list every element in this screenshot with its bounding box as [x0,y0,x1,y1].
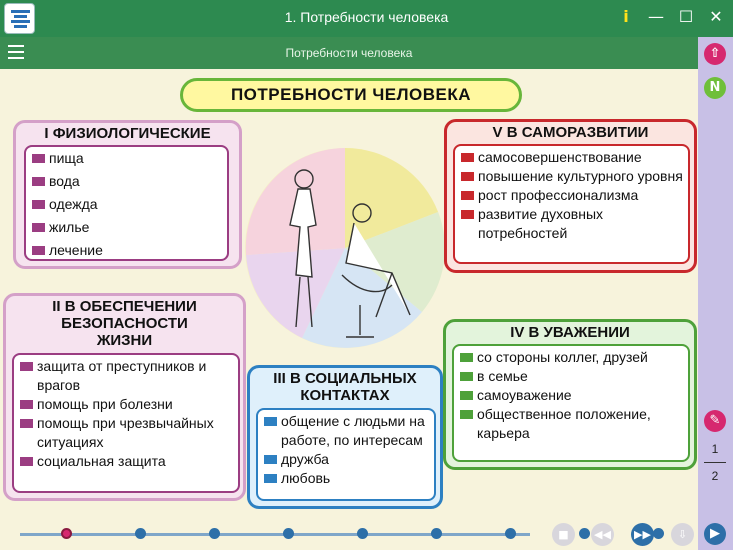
n-letter-icon[interactable]: N [704,77,726,99]
timeline-dot[interactable] [135,528,146,539]
slide-content [0,69,698,519]
page-title: ПОТРЕБНОСТИ ЧЕЛОВЕКА [180,78,522,112]
list-item: со стороны коллег, друзей [457,348,685,367]
bottom-navigation [0,519,698,550]
group-social [247,365,443,509]
group-social-list [256,408,436,501]
timeline-dot[interactable] [505,528,516,539]
needs-pie-illustration [242,145,448,351]
list-item: помощь при чрезвычайных ситуациях [17,414,235,452]
group-physiological-title: I ФИЗИОЛОГИЧЕСКИЕ [44,125,211,142]
list-item: одежда [29,195,224,214]
list-item: самоуважение [457,386,685,405]
timeline-dot[interactable] [579,528,590,539]
timeline-dot[interactable] [209,528,220,539]
info-button[interactable]: i [623,7,629,26]
list-item: пища [29,149,224,168]
list-item: рост профессионализма [458,186,685,205]
stop-icon[interactable]: ■ [552,523,575,546]
page-current: 1 [711,442,719,456]
group-respect-list [452,344,690,462]
window-title: 1. Потребности человека [284,9,449,25]
timeline-dot-current[interactable] [61,528,72,539]
timeline-dot[interactable] [431,528,442,539]
list-item: развитие духовных потребностей [458,205,685,243]
pencil-icon[interactable]: ✎ [704,410,726,432]
group-safety-list [12,353,240,493]
rewind-icon[interactable]: ◀◀ [591,523,614,546]
timeline-track [20,533,530,536]
list-item: дружба [261,450,431,469]
list-item: в семье [457,367,685,386]
group-physiological-list [24,145,229,261]
list-item: помощь при болезни [17,395,235,414]
page-indicator [704,442,726,483]
group-physiological [13,120,242,269]
minimize-button[interactable]: — [648,7,664,26]
group-self-development [444,119,697,273]
group-safety [3,293,246,501]
timeline-dot[interactable] [653,528,664,539]
list-item: вода [29,172,224,191]
section-bar [0,37,698,69]
list-item: общественное положение, карьера [457,405,685,443]
list-item: самосовершенствование [458,148,685,167]
title-bar [0,0,733,37]
group-safety-title-2: БЕЗОПАСНОСТИ [61,315,188,332]
group-safety-title-3: ЖИЗНИ [96,332,153,349]
timeline-dot[interactable] [357,528,368,539]
list-item: защита от преступников и врагов [17,357,235,395]
close-button[interactable]: ✕ [709,7,723,26]
group-respect-title: IV В УВАЖЕНИИ [510,324,630,341]
group-social-title-2: КОНТАКТАХ [300,387,390,404]
page-total: 2 [711,469,719,483]
group-self-development-list [453,144,690,264]
arrow-up-icon[interactable]: ⇧ [704,43,726,65]
list-item: повышение культурного уровня [458,167,685,186]
fast-forward-icon[interactable]: ▶▶ [631,523,654,546]
section-title: Потребности человека [285,46,413,60]
down-icon[interactable]: ⇩ [671,523,694,546]
right-panel [698,37,733,550]
play-icon[interactable]: ▶ [704,523,726,545]
list-item: лечение [29,241,224,260]
group-respect [443,319,697,470]
maximize-button[interactable]: ☐ [678,7,694,26]
list-item: социальная защита [17,452,235,471]
group-safety-title-1: II В ОБЕСПЕЧЕНИИ [52,298,197,315]
timeline-dot[interactable] [283,528,294,539]
group-self-development-title: V В САМОРАЗВИТИИ [492,124,649,141]
group-social-title-1: III В СОЦИАЛЬНЫХ [273,370,417,387]
list-item: любовь [261,469,431,488]
list-item: жилье [29,218,224,237]
list-item: общение с людьми на работе, по интересам [261,412,431,450]
